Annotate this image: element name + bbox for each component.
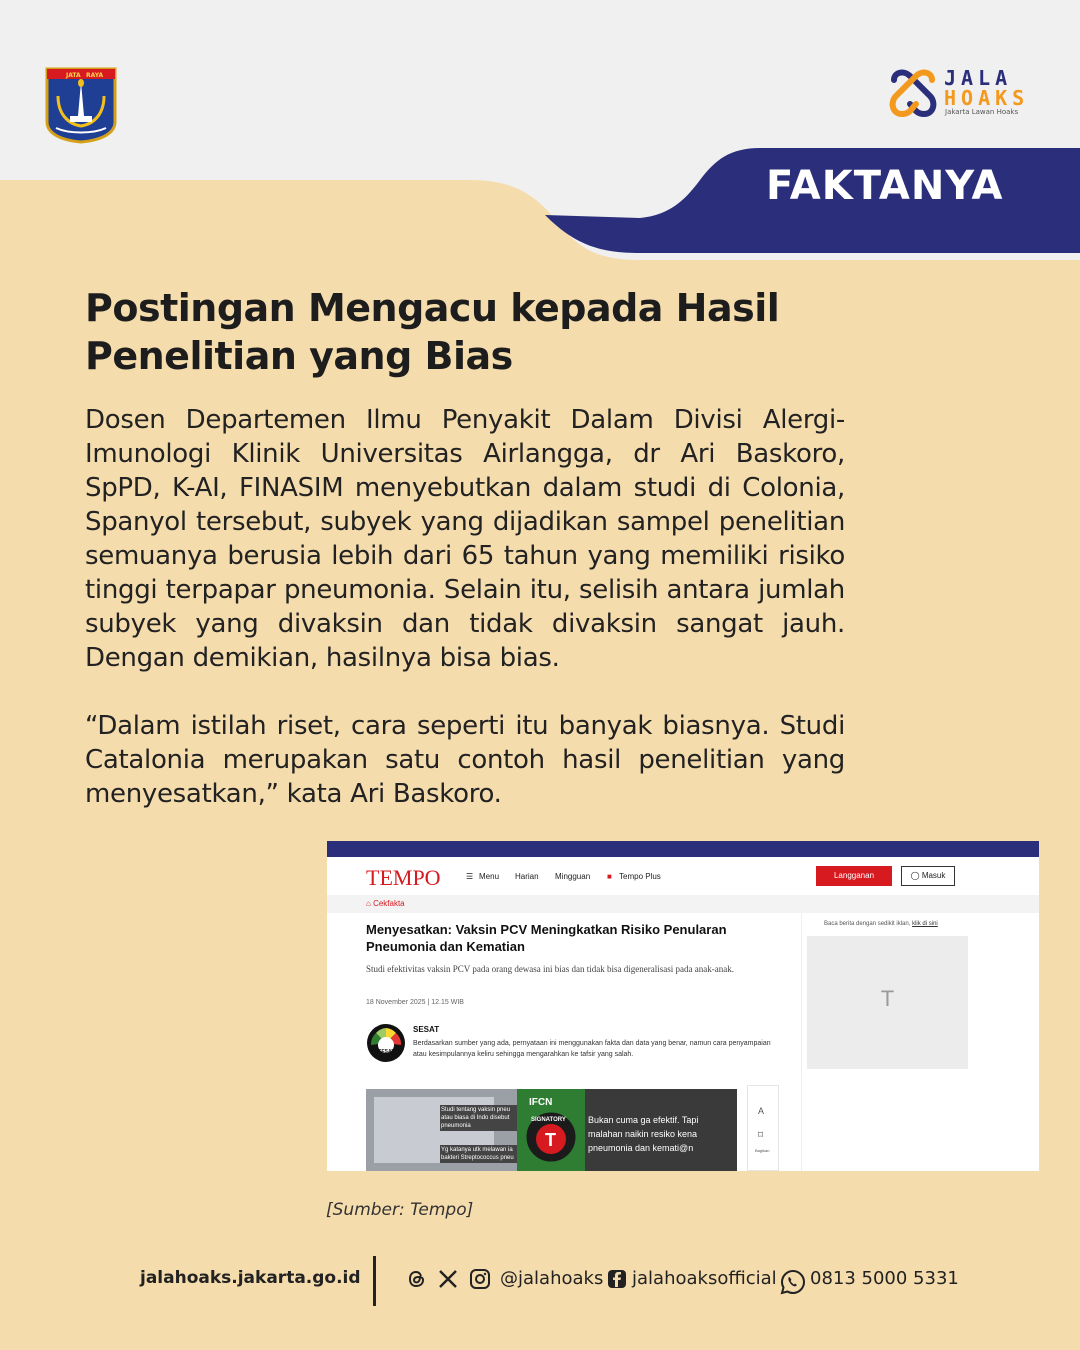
article-subtitle: Studi efektivitas vaksin PCV pada orang dewasa ini bias dan tidak bisa digeneralisasi pada anak-anak. — [366, 964, 734, 974]
figure-caption: Bukan cuma ga efektif. Tapi malahan naikin resiko kena pneumonia dan kemati@n — [588, 1115, 699, 1153]
ifcn-badge-text: SIGNATORY — [531, 1117, 566, 1123]
brand-line-1: JALA — [944, 66, 1013, 90]
ifcn-signatory-badge-icon — [517, 1089, 585, 1171]
footer-social-handle[interactable]: @jalahoaks — [500, 1268, 604, 1289]
tempo-logo[interactable]: TEMPO — [366, 865, 441, 890]
ad-placeholder — [807, 936, 968, 1069]
gauge-label: SESAT — [378, 1049, 395, 1055]
login-button[interactable] — [901, 866, 955, 886]
verdict-description: Berdasarkan sumber yang ada, pernyataan ini menggunakan fakta dan data yang benar, namun cara penyampaian atau kesimpulannya keliru sehingga mengarahkan ke tafsir yang salah. — [413, 1040, 771, 1058]
column-divider — [801, 913, 802, 1171]
brand-line-2: HOAKS — [944, 86, 1030, 110]
screenshot-top-bar — [327, 841, 1039, 857]
ad-link[interactable]: klik di sini — [912, 921, 938, 927]
page-title: Postingan Mengacu kepada Hasil Penelitian yang Bias — [85, 286, 780, 378]
user-icon: ◯ — [910, 871, 922, 880]
source-caption: [Sumber: Tempo] — [326, 1200, 474, 1220]
nav-tempo-plus[interactable]: Tempo Plus — [619, 872, 661, 881]
brand-tagline: Jakarta Lawan Hoaks — [945, 108, 1019, 116]
tempo-plus-icon: ■ — [607, 872, 612, 881]
verdict-title: SESAT — [413, 1025, 440, 1034]
ifcn-label: IFCN — [529, 1097, 553, 1108]
facebook-icon[interactable] — [606, 1268, 628, 1290]
section-label: FAKTANYA — [766, 163, 1004, 209]
verdict-gauge-icon — [366, 1023, 406, 1063]
article-title: Menyesatkan: Vaksin PCV Meningkatkan Risiko Penularan Pneumonia dan Kematian — [366, 922, 727, 954]
article-date: 18 November 2025 | 12.15 WIB — [366, 999, 464, 1006]
footer-facebook[interactable]: jalahoaksofficial — [632, 1268, 777, 1289]
emblem-text-right: RAYA — [86, 72, 104, 79]
x-icon[interactable] — [437, 1268, 459, 1290]
screenshot-navbar — [327, 857, 1039, 895]
jala-hoaks-logo — [886, 66, 1046, 120]
subscribe-button[interactable]: Langganan — [816, 866, 892, 886]
figure-overlay-text-top: Studi tentang vaksin pneu atau biasa di Indo disebut pneumonia — [440, 1105, 520, 1131]
nav-menu[interactable]: Menu — [479, 872, 500, 881]
bookmark-icon[interactable]: ⌑ — [758, 1130, 764, 1141]
nav-mingguan[interactable]: Mingguan — [555, 872, 591, 881]
share-label[interactable]: Bagikan — [755, 1148, 770, 1153]
font-size-button[interactable]: A — [758, 1106, 765, 1116]
menu-icon[interactable]: ☰ — [466, 872, 474, 881]
jakarta-emblem-logo — [44, 66, 118, 144]
footer-whatsapp[interactable]: 0813 5000 5331 — [810, 1268, 959, 1289]
body-paragraph-1: Dosen Departemen Ilmu Penyakit Dalam Divisi Alergi-Imunologi Klinik Universitas Airlangga, dr Ari Baskoro, SpPD, K-AI, FINASIM menyebutkan dalam studi di Colonia, Spanyol tersebut, subyek yang dijadikan sampel penelitian semuanya berusia lebih dari 65 tahun yang memiliki risiko tinggi terpapar pneumonia. Selain itu, selisih antara jumlah subyek yang divaksin dan tidak divaksin sangat jauh. Dengan demikian, hasilnya bisa bias. — [85, 405, 845, 673]
footer-divider — [373, 1256, 376, 1306]
breadcrumb-cekfakta[interactable]: ⌂ Cekfakta — [366, 899, 405, 908]
footer-website[interactable]: jalahoaks.jakarta.go.id — [140, 1268, 361, 1288]
home-icon: ⌂ — [366, 899, 374, 908]
ad-note: Baca berita dengan sedikit iklan, klik di sini — [824, 921, 938, 927]
tempo-screenshot — [327, 841, 1039, 1171]
threads-icon[interactable] — [406, 1268, 428, 1290]
nav-harian[interactable]: Harian — [515, 872, 539, 881]
emblem-text-left: JATA — [66, 72, 81, 79]
ad-placeholder-logo: T — [880, 986, 895, 1011]
jala-hoaks-mark-icon — [886, 66, 940, 120]
svg-text:T: T — [545, 1130, 556, 1150]
breadcrumb — [327, 895, 1039, 913]
body-paragraph-2: “Dalam istilah riset, cara seperti itu banyak biasnya. Studi Catalonia merupakan satu contoh hasil penelitian yang menyesatkan,” kata Ari Baskoro. — [85, 711, 845, 809]
article-tools-sidebar — [747, 1085, 779, 1171]
instagram-icon[interactable] — [469, 1268, 491, 1290]
whatsapp-icon[interactable] — [779, 1268, 807, 1296]
login-label: Masuk — [921, 871, 946, 880]
figure-overlay-text-bottom: Yg katanya utk melawan ia bakteri Streptococcus pneu — [440, 1145, 520, 1163]
